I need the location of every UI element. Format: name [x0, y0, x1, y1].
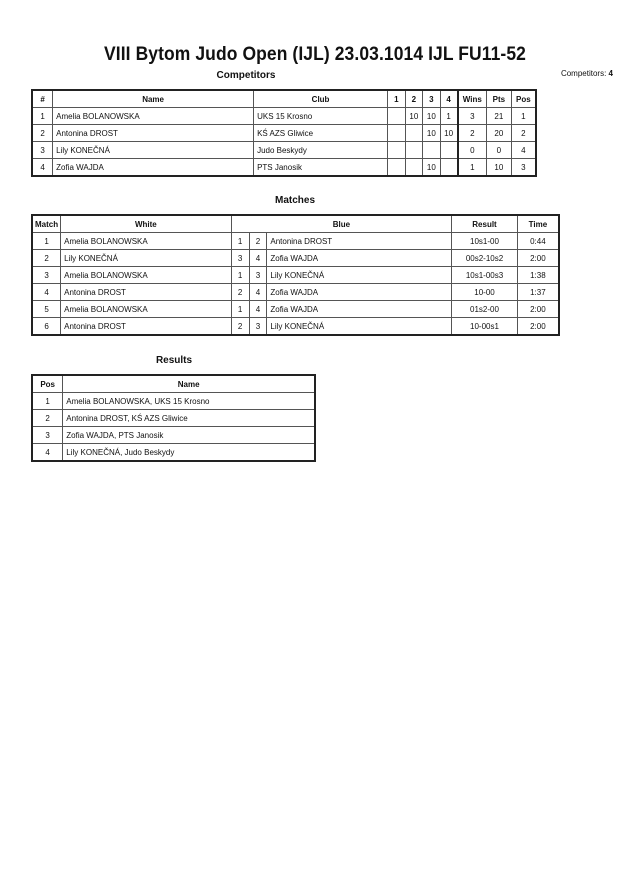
table-row [32, 301, 559, 318]
row-wins: 1 [458, 159, 487, 177]
row-pts: 0 [486, 142, 511, 159]
row-wins: 2 [458, 125, 487, 142]
match-num: 2 [32, 250, 61, 267]
match-time: 2:00 [517, 318, 559, 336]
result-name: Zofia WAJDA, PTS Janosik [63, 427, 315, 444]
match-time: 2:00 [517, 250, 559, 267]
table-row [32, 250, 559, 267]
match-blue-num: 3 [249, 318, 267, 336]
match-white: Antonina DROST [61, 318, 232, 336]
match-white: Antonina DROST [61, 284, 232, 301]
col-wins: Wins [458, 90, 487, 108]
col-pos: Pos [511, 90, 536, 108]
match-result: 01s2-00 [452, 301, 518, 318]
row-score-4 [440, 159, 458, 177]
match-result: 10-00 [452, 284, 518, 301]
match-num: 6 [32, 318, 61, 336]
competitors-count-label: Competitors: [560, 69, 607, 78]
match-num: 3 [32, 267, 61, 284]
col-time: Time [517, 215, 559, 233]
match-white-num: 2 [231, 284, 249, 301]
table-row [32, 318, 559, 336]
results-title: Results [155, 355, 193, 366]
match-result: 10s1-00s3 [452, 267, 518, 284]
row-score-3: 10 [423, 125, 441, 142]
row-num: 3 [32, 142, 53, 159]
match-result: 10-00s1 [452, 318, 518, 336]
table-row [32, 444, 315, 462]
match-time: 2:00 [517, 301, 559, 318]
matches-table [31, 214, 560, 336]
row-score-4 [440, 142, 458, 159]
match-num: 4 [32, 284, 61, 301]
table-row [32, 393, 315, 410]
match-white-num: 1 [231, 233, 249, 250]
row-name: Zofia WAJDA [53, 159, 254, 177]
col-score-2: 2 [405, 90, 423, 108]
col-score-1: 1 [388, 90, 406, 108]
match-time: 1:38 [517, 267, 559, 284]
page-title: VIII Bytom Judo Open (IJL) 23.03.1014 IJL FU11-52 [104, 44, 526, 65]
col-score-3: 3 [423, 90, 441, 108]
match-white: Lily KONEČNÁ [61, 250, 232, 267]
competitors-header-row [32, 90, 536, 108]
match-blue: Lily KONEČNÁ [267, 267, 452, 284]
result-name: Amelia BOLANOWSKA, UKS 15 Krosno [63, 393, 315, 410]
match-blue: Antonina DROST [267, 233, 452, 250]
result-pos: 4 [32, 444, 63, 462]
row-club: PTS Janosik [254, 159, 388, 177]
row-club: KŚ AZS Gliwice [254, 125, 388, 142]
match-blue-num: 4 [249, 250, 267, 267]
col-club: Club [254, 90, 388, 108]
row-score-1 [388, 125, 406, 142]
row-score-3: 10 [423, 159, 441, 177]
match-result: 00s2-10s2 [452, 250, 518, 267]
matches-header-row [32, 215, 559, 233]
row-wins: 3 [458, 108, 487, 125]
row-score-3: 10 [423, 108, 441, 125]
match-blue: Zofia WAJDA [267, 250, 452, 267]
col-match: Match [32, 215, 61, 233]
col-white: White [61, 215, 232, 233]
row-score-2: 10 [405, 108, 423, 125]
match-white-num: 3 [231, 250, 249, 267]
row-score-2 [405, 159, 423, 177]
match-blue: Zofia WAJDA [267, 301, 452, 318]
table-row [32, 427, 315, 444]
match-blue: Zofia WAJDA [267, 284, 452, 301]
match-white-num: 2 [231, 318, 249, 336]
row-club: UKS 15 Krosno [254, 108, 388, 125]
col-name: Name [53, 90, 254, 108]
table-row [32, 125, 536, 142]
row-score-1 [388, 108, 406, 125]
row-pos: 3 [511, 159, 536, 177]
match-num: 1 [32, 233, 61, 250]
table-row [32, 267, 559, 284]
row-score-4: 1 [440, 108, 458, 125]
col-result: Result [452, 215, 518, 233]
match-white: Amelia BOLANOWSKA [61, 301, 232, 318]
row-pos: 4 [511, 142, 536, 159]
row-score-1 [388, 142, 406, 159]
row-pts: 21 [486, 108, 511, 125]
col-result-pos: Pos [32, 375, 63, 393]
competitors-count [561, 69, 613, 78]
col-pts: Pts [486, 90, 511, 108]
competitors-table [31, 89, 537, 177]
row-score-1 [388, 159, 406, 177]
row-num: 1 [32, 108, 53, 125]
row-score-2 [405, 125, 423, 142]
row-name: Antonina DROST [53, 125, 254, 142]
row-name: Lily KONEČNÁ [53, 142, 254, 159]
competitors-count-value: 4 [608, 69, 613, 78]
row-score-3 [423, 142, 441, 159]
col-result-name: Name [63, 375, 315, 393]
competitors-title: Competitors [216, 70, 276, 81]
result-pos: 2 [32, 410, 63, 427]
col-score-4: 4 [440, 90, 458, 108]
match-blue-num: 4 [249, 284, 267, 301]
match-white-num: 1 [231, 301, 249, 318]
row-pos: 1 [511, 108, 536, 125]
match-blue-num: 2 [249, 233, 267, 250]
row-name: Amelia BOLANOWSKA [53, 108, 254, 125]
row-score-2 [405, 142, 423, 159]
table-row [32, 410, 315, 427]
row-club: Judo Beskydy [254, 142, 388, 159]
results-table [31, 374, 316, 462]
table-row [32, 108, 536, 125]
match-white: Amelia BOLANOWSKA [61, 233, 232, 250]
table-row [32, 142, 536, 159]
table-row [32, 284, 559, 301]
row-score-4: 10 [440, 125, 458, 142]
col-num: # [32, 90, 53, 108]
row-wins: 0 [458, 142, 487, 159]
match-blue: Lily KONEČNÁ [267, 318, 452, 336]
row-pos: 2 [511, 125, 536, 142]
result-name: Lily KONEČNÁ, Judo Beskydy [63, 444, 315, 462]
table-row [32, 233, 559, 250]
match-time: 0:44 [517, 233, 559, 250]
result-pos: 1 [32, 393, 63, 410]
match-blue-num: 4 [249, 301, 267, 318]
results-header-row [32, 375, 315, 393]
match-white: Amelia BOLANOWSKA [61, 267, 232, 284]
result-pos: 3 [32, 427, 63, 444]
match-blue-num: 3 [249, 267, 267, 284]
match-result: 10s1-00 [452, 233, 518, 250]
match-white-num: 1 [231, 267, 249, 284]
row-num: 4 [32, 159, 53, 177]
row-num: 2 [32, 125, 53, 142]
matches-title: Matches [274, 195, 315, 206]
row-pts: 20 [486, 125, 511, 142]
match-time: 1:37 [517, 284, 559, 301]
match-num: 5 [32, 301, 61, 318]
table-row [32, 159, 536, 177]
result-name: Antonina DROST, KŚ AZS Gliwice [63, 410, 315, 427]
col-blue: Blue [231, 215, 452, 233]
row-pts: 10 [486, 159, 511, 177]
